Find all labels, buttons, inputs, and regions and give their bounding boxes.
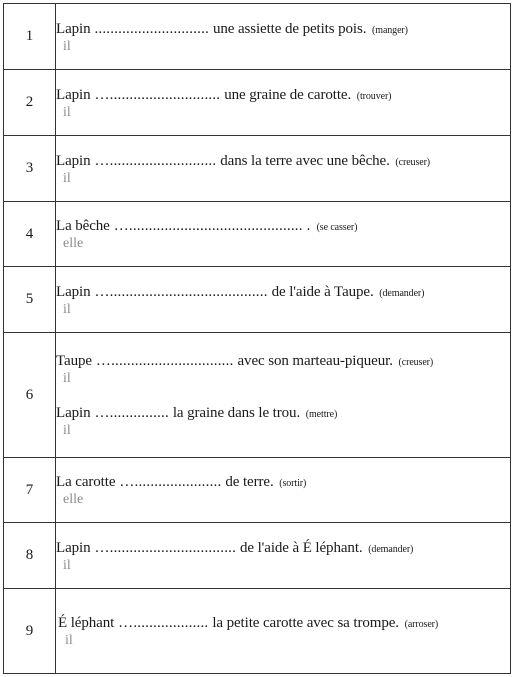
sentence-line (56, 86, 510, 106)
row-number: 8 (4, 523, 56, 589)
row-content (56, 589, 511, 674)
sentence-rest: dans la terre avec une bêche. (220, 152, 390, 169)
pronoun-hint: il (63, 104, 71, 120)
infinitive-hint: (sortir) (279, 478, 307, 489)
row-content (56, 202, 511, 267)
answer-blank: …............................................ . (109, 218, 315, 234)
answer-blank: …........................................ (90, 283, 272, 300)
sentence-rest: la petite carotte avec sa trompe. (212, 615, 399, 631)
sentence-rest: de l'aide à É léphant. (240, 539, 363, 556)
sentence-line (56, 20, 510, 40)
answer-blank: ............................. (90, 20, 213, 37)
row-content (56, 70, 511, 136)
answer-blank: …............................... (91, 353, 238, 369)
row-number: 1 (4, 4, 56, 70)
sentence-line (56, 404, 510, 424)
sentence-rest: une graine de carotte. (224, 86, 352, 103)
exercise-row (4, 70, 511, 136)
sentence-subject: La carotte (56, 474, 116, 490)
infinitive-hint: (arroser) (404, 619, 439, 630)
sentence-rest: de l'aide à Taupe. (271, 283, 374, 300)
sentence-line (56, 152, 510, 172)
sentence-rest: une assiette de petits pois. (212, 20, 367, 37)
row-number: 7 (4, 458, 56, 523)
infinitive-hint: (manger) (372, 24, 408, 36)
infinitive-hint: (se casser) (316, 222, 358, 233)
sentence-subject: Lapin (56, 539, 91, 556)
row-number: 5 (4, 267, 56, 333)
sentence-line (56, 352, 510, 372)
answer-blank: …................................ (90, 539, 240, 556)
sentence-line (56, 473, 510, 493)
row-content (56, 458, 511, 523)
second-sentence-block (56, 386, 510, 438)
row-content (56, 267, 511, 333)
exercise-table (3, 3, 511, 674)
sentence-subject: La bêche (56, 218, 110, 234)
row-number: 2 (4, 70, 56, 136)
row-content (56, 333, 511, 458)
sentence-line (56, 217, 510, 237)
sentence-subject: Lapin (56, 152, 91, 169)
pronoun-hint: il (63, 423, 71, 438)
sentence-rest: avec son marteau-piqueur. (237, 353, 393, 369)
sentence-subject: É léphant (58, 615, 115, 631)
row-content (56, 136, 511, 202)
sentence-line (56, 539, 510, 559)
row-content (56, 4, 511, 70)
exercise-row (4, 589, 511, 674)
exercise-row (4, 523, 511, 589)
row-number: 9 (4, 589, 56, 674)
row-number: 4 (4, 202, 56, 267)
infinitive-hint: (trouver) (356, 90, 392, 102)
answer-blank: …............................ (90, 86, 225, 103)
infinitive-hint: (creuser) (398, 357, 434, 368)
answer-blank: …...................... (115, 474, 226, 490)
sentence-subject: Lapin (56, 405, 91, 421)
infinitive-hint: (demander) (379, 287, 425, 299)
sentence-rest: la graine dans le trou. (172, 405, 301, 421)
pronoun-hint: il (63, 557, 71, 573)
pronoun-hint: il (63, 301, 71, 317)
answer-blank: …............... (90, 405, 173, 421)
row-number: 3 (4, 136, 56, 202)
exercise-row (4, 136, 511, 202)
pronoun-hint: elle (63, 236, 84, 251)
pronoun-hint: elle (63, 492, 84, 507)
sentence-line (58, 614, 510, 634)
exercise-row (4, 333, 511, 458)
pronoun-hint: il (63, 170, 71, 186)
pronoun-hint: il (63, 371, 71, 386)
sentence-subject: Lapin (56, 20, 91, 37)
exercise-row (4, 458, 511, 523)
pronoun-hint: il (63, 38, 71, 54)
pronoun-hint: il (65, 633, 73, 648)
exercise-row (4, 202, 511, 267)
infinitive-hint: (demander) (368, 543, 414, 555)
row-content (56, 523, 511, 589)
answer-blank: …................... (114, 615, 213, 631)
sentence-rest: de terre. (225, 474, 274, 490)
answer-blank: …........................... (90, 152, 221, 169)
row-number: 6 (4, 333, 56, 458)
infinitive-hint: (creuser) (395, 156, 431, 168)
exercise-row (4, 267, 511, 333)
sentence-subject: Taupe (56, 353, 92, 369)
sentence-line (56, 283, 510, 303)
exercise-row (4, 4, 511, 70)
sentence-subject: Lapin (56, 86, 91, 103)
infinitive-hint: (mettre) (305, 409, 338, 420)
sentence-subject: Lapin (56, 283, 91, 300)
